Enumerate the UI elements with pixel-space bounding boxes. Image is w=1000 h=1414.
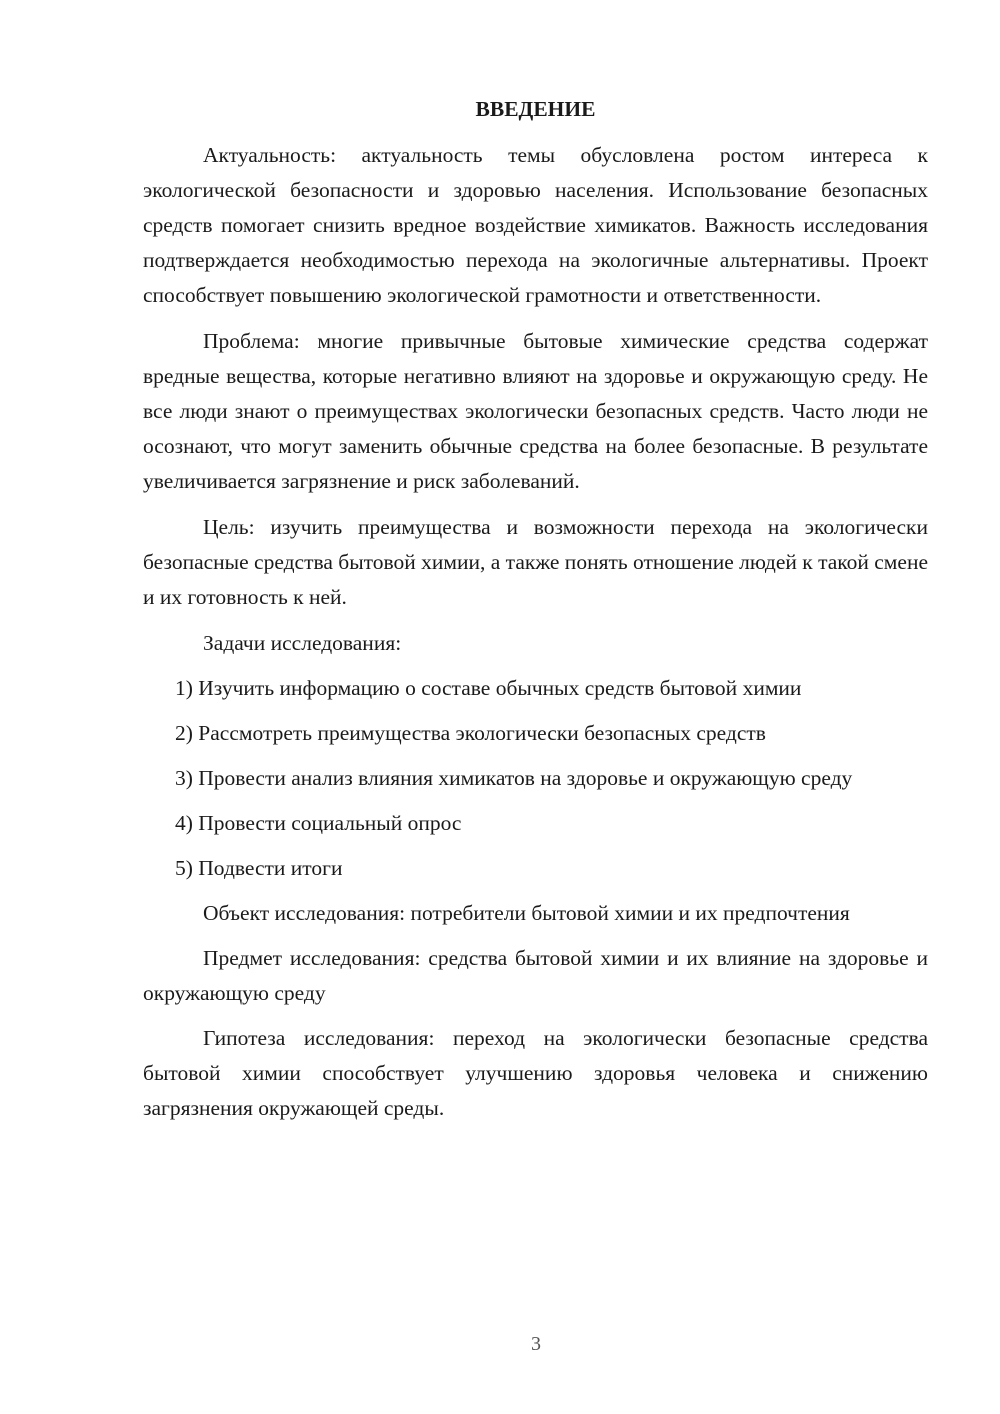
paragraph-object: Объект исследования: потребители бытовой химии и их предпочтения xyxy=(203,901,850,925)
document-page xyxy=(143,92,928,1126)
task-item-2: 2) Рассмотреть преимущества экологически безопасных средств xyxy=(175,721,766,745)
task-item-3: 3) Провести анализ влияния химикатов на здоровье и окружающую среду xyxy=(175,766,853,790)
task-item-1: 1) Изучить информацию о составе обычных средств бытовой химии xyxy=(175,676,802,700)
page-number: 3 xyxy=(531,1333,541,1355)
paragraph-subject: Предмет исследования: средства бытовой химии и их влияние на здоровье и окружающую среду xyxy=(143,946,928,1005)
section-title: ВВЕДЕНИЕ xyxy=(475,97,596,121)
paragraph-hypothesis: Гипотеза исследования: переход на экологически безопасные средства бытовой химии способствует улучшению здоровья человека и снижению загрязнения окружающей среды. xyxy=(143,1026,928,1120)
paragraph-goal: Цель: изучить преимущества и возможности перехода на экологически безопасные средства бытовой химии, а также понять отношение людей к такой смене и их готовность к ней. xyxy=(143,515,928,609)
paragraph-problem: Проблема: многие привычные бытовые химические средства содержат вредные вещества, которые негативно влияют на здоровье и окружающую среду. Не все люди знают о преимуществах экологически безопасных средств. Часто люди не осознают, что могут заменить обычные средства на более безопасные. В результате увеличивается загрязнение и риск заболеваний. xyxy=(143,329,928,493)
task-item-5: 5) Подвести итоги xyxy=(175,856,343,880)
tasks-heading: Задачи исследования: xyxy=(203,631,402,655)
task-item-4: 4) Провести социальный опрос xyxy=(175,811,462,835)
paragraph-relevance: Актуальность: актуальность темы обусловлена ростом интереса к экологической безопасности и здоровью населения. Использование безопасных средств помогает снизить вредное воздействие химикатов. Важность исследования подтверждается необходимостью перехода на экологичные альтернативы. Проект способствует повышению экологической грамотности и ответственности. xyxy=(143,143,928,307)
